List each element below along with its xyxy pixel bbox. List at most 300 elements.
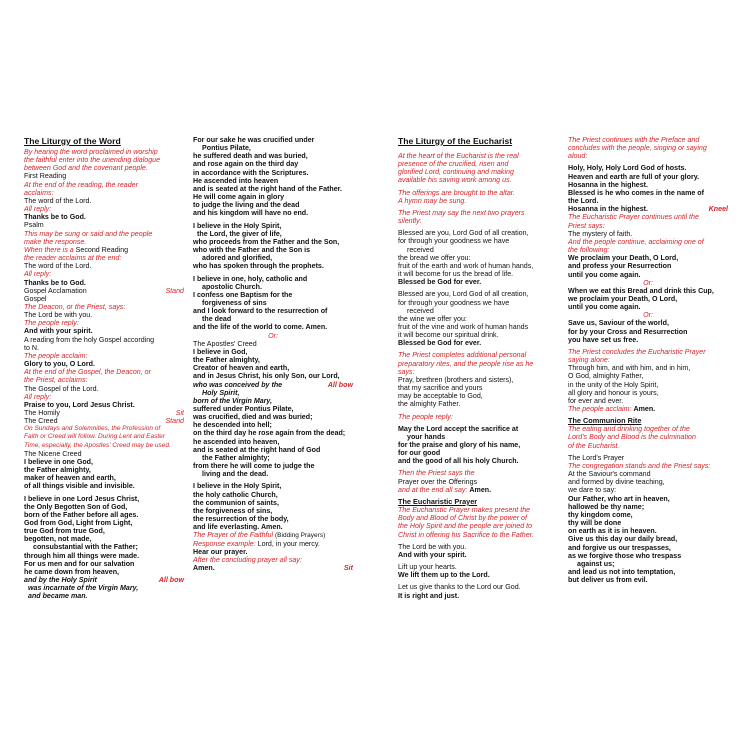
line-text: adored and glorified,	[202, 254, 273, 263]
text-line	[24, 417, 184, 425]
line-text: and lead us not into temptation,	[568, 567, 676, 576]
line-text: Blessed be God for ever.	[398, 339, 482, 348]
text-line	[568, 560, 728, 568]
rubric-line	[398, 360, 558, 368]
rubric-line	[398, 514, 558, 522]
rubric-line	[568, 433, 728, 441]
line-part: Response example:	[193, 539, 258, 548]
line-text: May the Lord accept the sacrifice at	[398, 424, 519, 433]
line-text: the Holy Spirit and the people are joined to	[398, 522, 533, 531]
line-text: Heaven and earth are full of your glory.	[568, 172, 700, 181]
text-line	[24, 221, 184, 229]
rubric-line	[398, 413, 558, 421]
line-text: Let us give thanks to the Lord our God.	[398, 583, 521, 592]
line-text: through him all things were made.	[24, 551, 140, 560]
line-text: and I look forward to the resurrection of	[193, 307, 328, 316]
text-line	[193, 144, 353, 152]
text-line	[24, 385, 184, 393]
rubric-line	[568, 136, 728, 144]
text-line	[24, 466, 184, 474]
text-line	[193, 531, 353, 540]
line-text: until you come again.	[568, 303, 641, 312]
line-text: For us men and for our salvation	[24, 559, 135, 568]
text-line	[24, 360, 184, 368]
line-text: and forgive us our trespasses,	[568, 543, 671, 552]
rubric-line	[24, 189, 184, 197]
text-line	[193, 462, 353, 470]
rubric-line	[24, 442, 184, 450]
line-text: you have set us free.	[568, 335, 639, 344]
line-text: Hear our prayer.	[193, 548, 248, 557]
text-line	[24, 543, 184, 551]
rubric-line	[398, 368, 558, 376]
line-text: At the Saviour's command	[568, 470, 651, 479]
line-text: silently:	[398, 217, 422, 226]
line-text: for the praise and glory of his name,	[398, 441, 521, 449]
line-text: he suffered death and was buried,	[193, 152, 308, 161]
text-line	[568, 336, 728, 344]
text-line	[24, 576, 184, 584]
line-text: Gospel Acclamation	[24, 286, 87, 295]
text-line	[568, 189, 728, 197]
text-line	[193, 564, 353, 572]
text-line	[24, 560, 184, 568]
line-text: Then the Priest says the	[398, 469, 475, 478]
line-text: the Only Begotten Son of God,	[24, 502, 128, 511]
line-text: The Nicene Creed	[24, 449, 82, 458]
line-text: Faith or Creed will follow. During Lent and Easter	[24, 433, 165, 441]
text-line	[193, 160, 353, 168]
line-part: The Prayer of the Faithful	[193, 531, 276, 540]
line-text: for through your goodness we have	[398, 237, 510, 246]
rubric-line	[24, 148, 184, 156]
text-line	[568, 397, 728, 405]
line-text: The Eucharistic Prayer	[398, 496, 478, 506]
line-text: Holy Spirit,	[202, 388, 240, 397]
text-line	[568, 364, 728, 372]
line-text: until you come again.	[568, 270, 641, 279]
line-text: I believe in God,	[193, 347, 248, 356]
line-text: and is seated at the right hand of the Father.	[193, 184, 342, 193]
rubric-line	[398, 531, 558, 539]
line-text: Blessed are you, Lord God of all creation,	[398, 290, 529, 299]
text-line	[193, 397, 353, 405]
rubric-line	[398, 217, 558, 225]
text-line	[568, 262, 728, 270]
text-line	[568, 389, 728, 397]
text-line	[568, 205, 728, 213]
line-text: in the unity of the Holy Spirit,	[568, 380, 659, 389]
text-line	[24, 482, 184, 490]
line-text: against us;	[577, 559, 615, 568]
line-text: After the concluding prayer all say:	[193, 556, 302, 565]
text-line	[193, 185, 353, 193]
text-line	[568, 486, 728, 494]
text-line	[398, 441, 558, 449]
line-text: glorified Lord, continuing and making	[398, 168, 514, 177]
line-text: of all things visible and invisible.	[24, 482, 135, 491]
column-eucharistic-prayer-and-communion	[568, 136, 728, 584]
line-text: The Deacon, or the Priest, says:	[24, 302, 126, 311]
line-text: and is seated at the right hand of God	[193, 445, 321, 454]
text-line	[24, 172, 184, 180]
text-line	[193, 230, 353, 238]
text-line	[568, 164, 728, 172]
line-text: All reply:	[24, 205, 52, 214]
text-line	[193, 299, 353, 307]
line-text: to judge the living and the dead	[193, 201, 300, 210]
line-text: saying alone:	[568, 356, 610, 365]
rubric-line	[24, 319, 184, 327]
line-text: Thanks be to God.	[24, 213, 86, 222]
text-line	[24, 311, 184, 319]
posture-cue: Sit	[343, 564, 353, 573]
line-text: it will become our spiritual drink.	[398, 331, 499, 340]
rubric-line	[24, 254, 184, 262]
line-text: And with your spirit.	[24, 327, 93, 336]
text-line	[24, 535, 184, 543]
text-line	[193, 136, 353, 144]
rubric-line	[398, 506, 558, 514]
line-text: the Father almighty,	[193, 356, 260, 365]
line-text: The Creed	[24, 417, 58, 426]
text-line	[193, 438, 353, 446]
line-text: I believe in one Lord Jesus Christ,	[24, 494, 140, 503]
text-line	[568, 503, 728, 511]
text-line	[568, 372, 728, 380]
rubric-line	[24, 425, 184, 433]
line-text: Amen.	[193, 564, 215, 573]
text-line	[398, 551, 558, 559]
text-line	[568, 519, 728, 527]
rubric-line	[398, 189, 558, 197]
text-line	[193, 389, 353, 397]
text-line	[568, 181, 728, 189]
text-line	[24, 584, 184, 592]
line-text: between God and the covenant people.	[24, 164, 148, 173]
text-line	[24, 327, 184, 335]
text-line	[398, 478, 558, 486]
line-text: the communion of saints,	[193, 498, 279, 507]
line-text: The Homily	[24, 409, 60, 417]
line-text: and by the Holy Spirit	[24, 576, 97, 585]
rubric-line	[24, 393, 184, 401]
line-text: received	[407, 245, 434, 254]
rubric-line	[398, 469, 558, 477]
line-text: When we eat this Bread and drink this Cup,	[568, 286, 714, 295]
text-line	[398, 290, 558, 298]
rubric-line	[398, 197, 558, 205]
text-line	[193, 315, 353, 323]
line-text: The word of the Lord.	[24, 262, 92, 271]
line-text: begotten, not made,	[24, 535, 92, 544]
line-text: acclaims:	[24, 188, 54, 197]
text-line	[24, 344, 184, 352]
text-line	[24, 409, 184, 417]
line-text: the Father almighty;	[202, 453, 270, 462]
text-line	[398, 563, 558, 571]
rubric-line	[24, 376, 184, 384]
text-line	[568, 552, 728, 560]
text-line	[568, 303, 728, 311]
text-line	[24, 474, 184, 482]
line-text: On Sundays and Solemnities, the Profession of	[24, 425, 161, 433]
text-line	[398, 237, 558, 245]
line-text: and became man.	[28, 592, 88, 601]
text-line	[193, 364, 353, 372]
line-text: maker of heaven and earth,	[24, 474, 116, 483]
line-text: First Reading	[24, 172, 67, 181]
line-text: Through him, and with him, and in him,	[568, 364, 691, 373]
line-text: A hymn may be sung.	[398, 196, 467, 205]
line-text: Thanks be to God.	[24, 278, 86, 287]
text-line	[193, 348, 353, 356]
line-text: The word of the Lord.	[24, 196, 92, 205]
text-line	[398, 315, 558, 323]
rubric-line	[568, 222, 728, 230]
text-line	[398, 262, 558, 270]
line-text: received	[407, 306, 434, 315]
text-line	[24, 503, 184, 511]
line-text: suffered under Pontius Pilate,	[193, 405, 294, 413]
text-line	[568, 535, 728, 543]
line-text: hallowed be thy name;	[568, 502, 645, 511]
line-text: Lift up your hearts.	[398, 563, 457, 572]
column-liturgy-of-the-eucharist	[398, 136, 558, 600]
text-line	[568, 495, 728, 503]
line-text: The Lord's Prayer	[568, 453, 625, 462]
posture-cue: Stand	[165, 286, 184, 295]
text-line	[193, 291, 353, 299]
line-part: and at the end all say:	[398, 485, 470, 494]
rubric-line	[568, 311, 728, 319]
line-text: living and the dead.	[202, 470, 269, 479]
text-line	[193, 323, 353, 331]
text-line	[398, 299, 558, 307]
posture-cue: All bow	[327, 380, 353, 389]
line-text: Blessed be God for ever.	[398, 278, 482, 287]
text-line	[398, 278, 558, 286]
line-text: the Lord.	[568, 197, 599, 206]
text-line	[24, 197, 184, 205]
rubric-line	[398, 209, 558, 217]
text-line	[568, 527, 728, 535]
rubric-line	[398, 351, 558, 359]
line-part: When there is a	[24, 245, 76, 254]
line-text: Psalm	[24, 221, 44, 230]
line-text: fruit of the earth and work of human hands,	[398, 261, 534, 270]
line-text: as we forgive those who trespass	[568, 551, 682, 560]
line-text: born of the Virgin Mary,	[193, 396, 273, 405]
text-line	[398, 254, 558, 262]
rubric-line	[193, 556, 353, 564]
line-text: I believe in one, holy, catholic and	[193, 274, 308, 283]
line-text: and profess your Resurrection	[568, 262, 672, 271]
line-text: The Priest may say the next two prayers	[398, 208, 525, 217]
line-text: At the heart of the Eucharist is the real	[398, 152, 519, 160]
line-text: The eating and drinking together of the	[568, 425, 690, 434]
line-text: The Lord be with you.	[24, 311, 93, 320]
text-line	[193, 413, 353, 421]
line-text: your hands	[407, 432, 446, 441]
text-line	[398, 270, 558, 278]
line-text: of the Eucharist.	[568, 441, 620, 450]
line-text: preparatory rites, and the people rise as he	[398, 359, 534, 368]
rubric-line	[568, 442, 728, 450]
text-line	[568, 405, 728, 413]
column-liturgy-of-the-word	[24, 136, 184, 601]
line-text: and his kingdom will have no end.	[193, 209, 309, 218]
line-text: We lift them up to the Lord.	[398, 571, 490, 580]
rubric-line	[24, 238, 184, 246]
line-text: I confess one Baptism for the	[193, 290, 293, 299]
line-text: may be acceptable to God,	[398, 392, 483, 401]
text-line	[193, 209, 353, 217]
text-line	[193, 548, 353, 556]
subsection-heading	[398, 498, 558, 506]
line-text: born of the Father before all ages.	[24, 510, 139, 519]
text-line	[193, 540, 353, 548]
line-text: By hearing the word proclaimed in worship	[24, 148, 158, 156]
rubric-line	[24, 181, 184, 189]
text-line	[24, 458, 184, 466]
line-text: the almighty Father.	[398, 400, 461, 409]
text-line	[568, 254, 728, 262]
text-line	[398, 583, 558, 591]
text-line	[24, 568, 184, 576]
rubric-line	[398, 160, 558, 168]
text-line	[193, 307, 353, 315]
line-text: Or:	[643, 311, 653, 320]
line-text: Gospel	[24, 294, 47, 303]
line-text: and life everlasting. Amen.	[193, 523, 283, 532]
text-line	[193, 429, 353, 437]
line-text: the bread we offer you:	[398, 253, 471, 262]
text-line	[398, 339, 558, 347]
text-line	[193, 523, 353, 531]
line-text: and the good of all his holy Church.	[398, 457, 519, 466]
line-text: Pray, brethren (brothers and sisters),	[398, 375, 514, 384]
text-line	[398, 384, 558, 392]
line-text: make the response.	[24, 237, 87, 246]
line-text: true God from true God,	[24, 527, 105, 536]
text-line	[398, 486, 558, 494]
line-text: for our good	[398, 449, 441, 458]
rubric-line	[568, 356, 728, 364]
line-text: Our Father, who art in heaven,	[568, 494, 670, 503]
posture-cue: Sit	[175, 409, 184, 417]
text-line	[193, 372, 353, 380]
line-text: and formed by divine teaching,	[568, 478, 665, 487]
text-line	[193, 470, 353, 478]
line-text: At the end of the Gospel, the Deacon, or	[24, 368, 151, 377]
line-part: (Bidding Prayers)	[275, 532, 326, 540]
line-text: in accordance with the Scriptures.	[193, 168, 309, 177]
line-text: And with your spirit.	[398, 550, 467, 559]
text-line	[193, 177, 353, 185]
line-text: I believe in one God,	[24, 457, 93, 466]
line-text: And the people continue, acclaiming one of	[568, 237, 704, 246]
text-line	[24, 336, 184, 344]
text-line	[193, 340, 353, 348]
rubric-line	[568, 348, 728, 356]
line-text: to N.	[24, 343, 39, 352]
line-text: who has spoken through the prophets.	[193, 262, 324, 271]
line-text: The offerings are brought to the altar.	[398, 188, 515, 197]
column-creeds-and-prayers	[193, 136, 353, 573]
line-text: The Liturgy of the Eucharist	[398, 136, 513, 146]
line-text: was incarnate of the Virgin Mary,	[28, 584, 139, 593]
line-text: but deliver us from evil.	[568, 576, 648, 585]
line-text: Blessed is he who comes in the name of	[568, 188, 705, 197]
text-line	[193, 482, 353, 490]
line-text: the following:	[568, 246, 610, 255]
rubric-line	[568, 144, 728, 152]
rubric-line	[568, 246, 728, 254]
rubric-line	[568, 425, 728, 433]
text-line	[568, 511, 728, 519]
line-text: forgiveness of sins	[202, 298, 267, 307]
line-text: the faithful enter into the unending dialogue	[24, 156, 161, 165]
line-text: He will come again in glory	[193, 193, 285, 202]
text-line	[24, 527, 184, 535]
line-text: The Gospel of the Lord.	[24, 384, 99, 393]
section-heading	[398, 136, 558, 147]
line-text: The people reply:	[398, 412, 453, 421]
rubric-line	[568, 213, 728, 221]
line-text: from there he will come to judge the	[193, 462, 315, 471]
text-line	[568, 173, 728, 181]
text-line	[24, 552, 184, 560]
line-part: Amen.	[633, 405, 656, 413]
line-text: God from God, Light from Light,	[24, 518, 133, 527]
text-line	[568, 287, 728, 295]
text-line	[568, 470, 728, 478]
rubric-line	[24, 352, 184, 360]
line-text: The congregation stands and the Priest says:	[568, 461, 711, 470]
text-line	[193, 515, 353, 523]
line-text: Glory to you, O Lord.	[24, 360, 95, 369]
text-line	[193, 491, 353, 499]
line-text: Priest says:	[568, 221, 605, 230]
text-line	[398, 331, 558, 339]
text-line	[193, 254, 353, 262]
line-text: The Eucharistic Prayer continues until the	[568, 213, 699, 222]
text-line	[193, 283, 353, 291]
line-text: the Priest, acclaims:	[24, 376, 88, 385]
text-line	[193, 446, 353, 454]
rubric-line	[24, 156, 184, 164]
text-line	[193, 222, 353, 230]
text-line	[193, 238, 353, 246]
posture-cue: Kneel	[708, 205, 728, 214]
text-line	[398, 307, 558, 315]
text-line	[398, 323, 558, 331]
line-text: the dead	[202, 315, 232, 324]
line-text: fruit of the vine and work of human hands	[398, 322, 529, 331]
rubric-line	[398, 168, 558, 176]
line-text: it will become for us the bread of life.	[398, 270, 514, 279]
line-text: The Apostles' Creed	[193, 339, 257, 348]
line-text: that my sacrifice and yours	[398, 384, 483, 393]
line-text: who with the Father and the Son is	[193, 246, 311, 255]
line-text: he descended into hell;	[193, 421, 272, 430]
text-line	[193, 275, 353, 283]
text-line	[24, 511, 184, 519]
line-text: was crucified, died and was buried;	[193, 413, 313, 422]
line-text: for ever and ever.	[568, 396, 624, 405]
line-part: Second Reading	[75, 245, 129, 254]
